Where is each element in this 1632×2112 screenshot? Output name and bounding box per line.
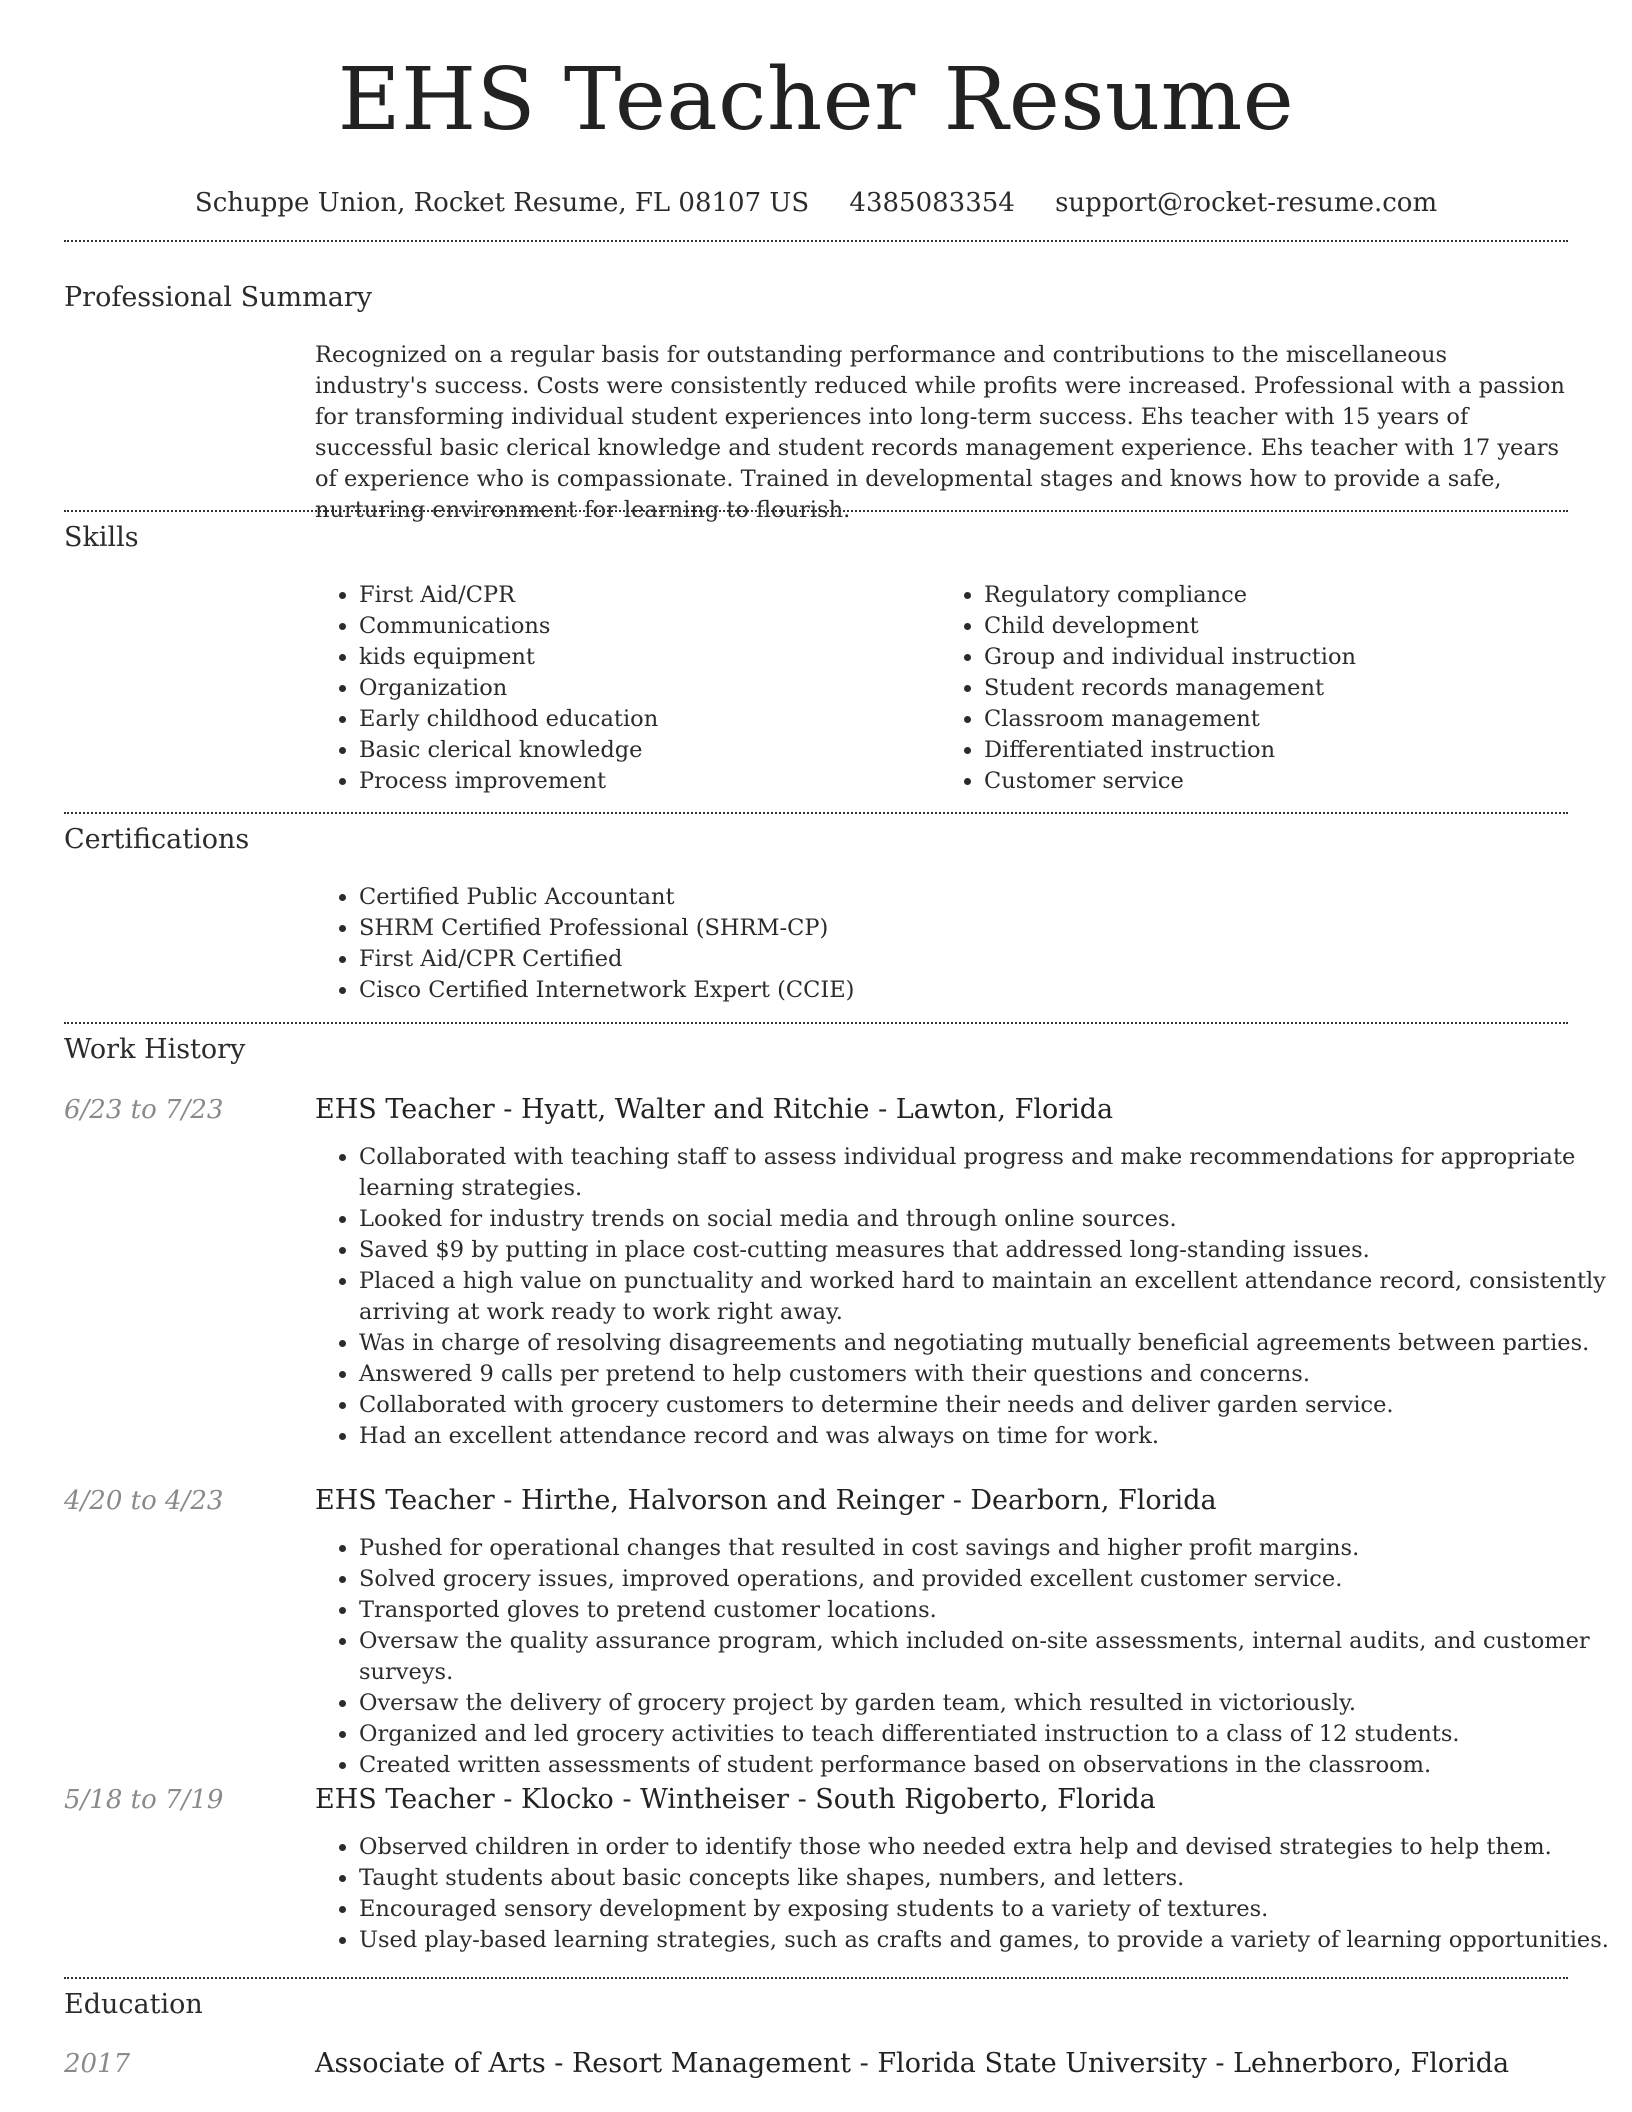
education-date: 2017 [64, 2049, 131, 2079]
section-heading-certifications: Certifications [64, 824, 250, 855]
job-date: 4/20 to 4/23 [64, 1486, 224, 1516]
skills-column-left [315, 580, 940, 797]
job-bullet: • Oversaw the delivery of grocery project by garden team, which resulted in victoriously. [359, 1688, 1609, 1719]
job-bullet: • Pushed for operational changes that resulted in cost savings and higher profit margins. [359, 1533, 1609, 1564]
contact-phone: 4385083354 [849, 188, 1015, 218]
divider [64, 812, 1568, 814]
skill-item: • First Aid/CPR [359, 580, 940, 611]
job-title: EHS Teacher - Hirthe, Halvorson and Reinger - Dearborn, Florida [315, 1485, 1217, 1516]
job-bullet: • Observed children in order to identify those who needed extra help and devised strategies to help them. [359, 1832, 1609, 1863]
certification-item: • Cisco Certified Internetwork Expert (CCIE) [359, 975, 1565, 1006]
skill-item: • Customer service [984, 766, 1565, 797]
job-bullet: • Organized and led grocery activities to teach differentiated instruction to a class of 12 students. [359, 1719, 1609, 1750]
contact-line [0, 186, 1632, 220]
skill-item: • Early childhood education [359, 704, 940, 735]
skill-item: • Differentiated instruction [984, 735, 1565, 766]
job-bullet: • Oversaw the quality assurance program, which included on-site assessments, internal audits, and customer surveys. [359, 1626, 1609, 1688]
skill-item: • kids equipment [359, 642, 940, 673]
job-bullet: • Collaborated with grocery customers to determine their needs and deliver garden service. [359, 1390, 1609, 1421]
certification-item: • Certified Public Accountant [359, 882, 1565, 913]
skill-item: • Communications [359, 611, 940, 642]
job-bullet: • Saved $9 by putting in place cost-cutting measures that addressed long-standing issues. [359, 1235, 1609, 1266]
job-bullets [315, 1533, 1609, 1781]
section-heading-education: Education [64, 1989, 203, 2020]
job-bullet: • Created written assessments of student performance based on observations in the classroom. [359, 1750, 1609, 1781]
job-bullet: • Had an excellent attendance record and was always on time for work. [359, 1421, 1609, 1452]
job-bullet: • Placed a high value on punctuality and worked hard to maintain an excellent attendance record, consistently arriving at work ready to work right away. [359, 1266, 1609, 1328]
skill-item: • Group and individual instruction [984, 642, 1565, 673]
skill-item: • Basic clerical knowledge [359, 735, 940, 766]
skill-item: • Regulatory compliance [984, 580, 1565, 611]
job-bullets [315, 1832, 1609, 1956]
education-title: Associate of Arts - Resort Management - Florida State University - Lehnerboro, Florida [315, 2048, 1510, 2079]
skill-item: • Organization [359, 673, 940, 704]
job-bullet: • Transported gloves to pretend customer locations. [359, 1595, 1609, 1626]
skill-item: • Student records management [984, 673, 1565, 704]
job-bullet: • Encouraged sensory development by exposing students to a variety of textures. [359, 1894, 1609, 1925]
skill-item: • Classroom management [984, 704, 1565, 735]
divider [64, 1022, 1568, 1024]
divider [64, 510, 1568, 512]
section-heading-work-history: Work History [64, 1034, 246, 1065]
job-date: 5/18 to 7/19 [64, 1785, 224, 1815]
contact-address: Schuppe Union, Rocket Resume, FL 08107 US [194, 188, 810, 218]
section-heading-summary: Professional Summary [64, 282, 372, 313]
job-bullets [315, 1142, 1609, 1452]
job-bullet: • Used play-based learning strategies, such as crafts and games, to provide a variety of learning opportunities. [359, 1925, 1609, 1956]
skills-column-right [940, 580, 1565, 797]
section-heading-skills: Skills [64, 522, 139, 553]
skill-item: • Process improvement [359, 766, 940, 797]
certification-item: • SHRM Certified Professional (SHRM-CP) [359, 913, 1565, 944]
resume-title: EHS Teacher Resume [337, 50, 1295, 150]
job-title: EHS Teacher - Hyatt, Walter and Ritchie - Lawton, Florida [315, 1094, 1114, 1125]
divider [64, 1977, 1568, 1979]
job-date: 6/23 to 7/23 [64, 1095, 224, 1125]
job-bullet: • Looked for industry trends on social media and through online sources. [359, 1204, 1609, 1235]
job-bullet: • Answered 9 calls per pretend to help customers with their questions and concerns. [359, 1359, 1609, 1390]
contact-email: support@rocket-resume.com [1055, 188, 1438, 218]
certifications-list [315, 882, 1565, 1006]
divider [64, 240, 1568, 242]
summary-text: Recognized on a regular basis for outstanding performance and contributions to the miscellaneous industry's success. Costs were consistently reduced while profits were increased. Professional with a passion for transforming individual student experiences into long-term success. Ehs teacher with 15 years of successful basic clerical knowledge and student records management experience. Ehs teacher with 17 years of experience who is compassionate. Trained in developmental stages and knows how to provide a safe, nurturing environment for learning to flourish. [315, 342, 1565, 523]
skill-item: • Child development [984, 611, 1565, 642]
job-bullet: • Solved grocery issues, improved operations, and provided excellent customer service. [359, 1564, 1609, 1595]
skills-list [315, 580, 1565, 797]
job-title: EHS Teacher - Klocko - Wintheiser - South Rigoberto, Florida [315, 1784, 1156, 1815]
job-bullet: • Was in charge of resolving disagreements and negotiating mutually beneficial agreements between parties. [359, 1328, 1609, 1359]
certification-item: • First Aid/CPR Certified [359, 944, 1565, 975]
job-bullet: • Collaborated with teaching staff to assess individual progress and make recommendations for appropriate learning strategies. [359, 1142, 1609, 1204]
job-bullet: • Taught students about basic concepts like shapes, numbers, and letters. [359, 1863, 1609, 1894]
